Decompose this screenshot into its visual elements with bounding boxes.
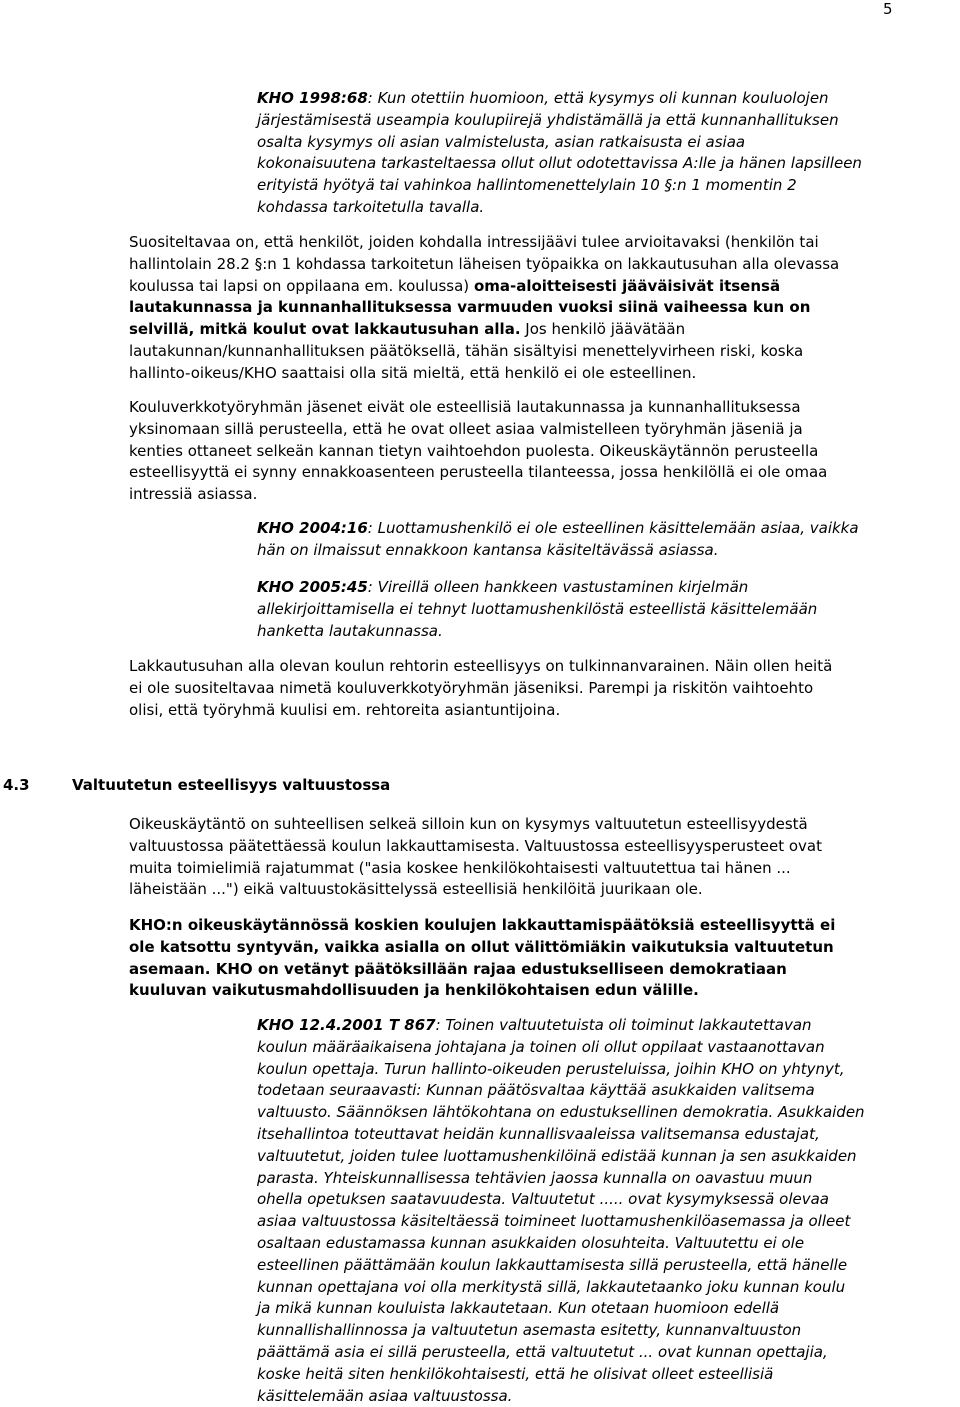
case-ref: KHO 2004:16	[257, 519, 368, 537]
paragraph-line: esteellisyyttä ei synny ennakkoasenteen perusteella tilanteessa, jossa henkilöllä ei ole omaa	[129, 463, 828, 482]
case-text-line: : Luottamushenkilö ei ole esteellinen käsittelemään asiaa, vaikka	[367, 519, 859, 537]
case-text-line: valtuutetut, joiden tulee luottamushenkilöinä edistää kunnan ja sen asukkaiden	[257, 1146, 857, 1165]
paragraph-line: hallintolain 28.2 §:n 1 kohdassa tarkoitetun läheisen työpaikka on lakkautusuhan alla olevassa	[129, 254, 840, 273]
page-number: 5	[883, 0, 893, 18]
paragraph-line: Lakkautusuhan alla olevan koulun rehtorin esteellisyys on tulkinnanvarainen. Näin ollen heitä	[129, 657, 833, 675]
case-text-line: : Vireillä olleen hankkeen vastustaminen kirjelmän	[367, 578, 749, 596]
case-text-line: erityistä hyötyä tai vahinkoa hallintomenettelylain 10 §:n 1 momentin 2	[257, 176, 797, 195]
paragraph-line: läheistään ...") eikä valtuustokäsittelyssä esteellisiä henkilöitä juurikaan ole.	[129, 880, 703, 899]
paragraph-line: Suositeltavaa on, että henkilöt, joiden kohdalla intressijäävi tulee arvioitavaksi (henkilön tai	[129, 233, 819, 251]
paragraph-line: hallinto-oikeus/KHO saattaisi olla sitä mieltä, että henkilö ei ole esteellinen.	[129, 363, 697, 382]
case-ref: KHO 12.4.2001 T 867	[257, 1016, 436, 1034]
emphasis-text: selvillä, mitkä koulut ovat lakkautusuhan alla.	[129, 320, 521, 339]
paragraph-line: asemaan. KHO on vetänyt päätöksillään rajaa edustukselliseen demokratiaan	[129, 959, 787, 978]
paragraph-line: muita toimielimiä rajatummat ("asia koskee henkilökohtaisesti valtuutettua tai hänen ...	[129, 858, 791, 877]
paragraph-line: kenties ottaneet selkeän kannan tietyn vaihtoehdon puolesta. Oikeuskäytännön perusteella	[129, 441, 819, 460]
section-number: 4.3	[3, 776, 30, 794]
case-kho-2004-16	[257, 518, 859, 562]
case-text-line: kunnan opettajana voi olla merkitystä sillä, lakkautetaanko joku kunnan koulu	[257, 1277, 846, 1296]
case-text-line: kokonaisuutena tarkasteltaessa ollut ollut odotettavissa A:lle ja hänen lapsilleen	[257, 154, 862, 173]
case-ref: KHO 1998:68	[257, 89, 368, 107]
paragraph-suositeltavaa	[129, 232, 839, 385]
case-text-line: järjestämisestä useampia koulupiirejä yhdistämällä ja että kunnanhallituksen	[257, 110, 839, 129]
paragraph-line: KHO:n oikeuskäytännössä koskien koulujen lakkauttamispäätöksiä esteellisyyttä ei	[129, 916, 836, 934]
case-text-line: osaltaan edustamassa kunnan asukkaiden olosuhteita. Valtuutettu ei ole	[257, 1233, 805, 1252]
case-kho-2005-45	[257, 577, 817, 642]
case-text-line: valtuusto. Säännöksen lähtökohtana on edustuksellinen demokratia. Asukkaiden	[257, 1103, 865, 1122]
paragraph-line: lautakunnan/kunnanhallituksen päätöksellä, tähän sisältyisi menettelyvirheen riski, koska	[129, 341, 804, 360]
case-text-line: : Kun otettiin huomioon, että kysymys oli kunnan kouluolojen	[367, 89, 829, 107]
case-text-line: parasta. Yhteiskunnallisessa tehtävien jaossa kunnalla on oavastuu muun	[257, 1168, 813, 1187]
case-text-line: allekirjoittamisella ei tehnyt luottamushenkilöstä esteellistä käsittelemään	[257, 599, 818, 618]
case-text-line: : Toinen valtuutetuista oli toiminut lakkautettavan	[435, 1016, 812, 1034]
case-text-line: ja mikä kunnan kouluista lakkautetaan. Kun otetaan huomioon edellä	[257, 1299, 780, 1318]
paragraph-line: valtuustossa päätettäessä koulun lakkauttamisesta. Valtuustossa esteellisyysperusteet ovat	[129, 836, 822, 855]
paragraph-line: olisi, että työryhmä kuulisi em. rehtoreita asiantuntijoina.	[129, 700, 561, 719]
paragraph-line: kuuluvan vaikutusmahdollisuuden ja henkilökohtaisen edun välille.	[129, 981, 699, 1000]
case-text-line: ohella opetuksen saatavuudesta. Valtuutetut ..... ovat kysymyksessä olevaa	[257, 1190, 829, 1209]
paragraph-line: koulussa tai lapsi on oppilaana em. koulussa)	[129, 276, 474, 295]
paragraph-line: Oikeuskäytäntö on suhteellisen selkeä silloin kun on kysymys valtuutetun esteellisyydestä	[129, 815, 808, 833]
paragraph-lakkautus	[129, 656, 832, 721]
paragraph-bold-summary	[129, 915, 835, 1002]
case-text-line: esteellinen päättämään koulun lakkauttamisesta sillä perusteella, että hänelle	[257, 1255, 848, 1274]
case-ref: KHO 2005:45	[257, 578, 368, 596]
case-text-line: koulun opettaja. Turun hallinto-oikeuden perusteluissa, joihin KHO on yhtynyt,	[257, 1059, 845, 1078]
case-kho-1998-68	[257, 88, 862, 219]
case-text-line: asiaa valtuustossa käsiteltäessä toimineet luottamushenkilöasemassa ja olleet	[257, 1212, 851, 1231]
emphasis-text: oma-aloitteisesti jääväisivät itsensä	[473, 276, 781, 295]
case-text-line: osalta kysymys oli asian valmistelusta, asian ratkaisusta ei asiaa	[257, 132, 746, 151]
case-text-line: kohdassa tarkoitetulla tavalla.	[257, 197, 485, 216]
case-text-line: käsittelemään asiaa valtuustossa.	[257, 1386, 513, 1405]
case-text-line: itsehallintoa toteuttavat heidän kunnallisvaaleissa valitsemansa edustajat,	[257, 1124, 820, 1143]
case-text-line: hän on ilmaissut ennakkoon kantansa käsiteltävässä asiassa.	[257, 540, 719, 559]
case-text-line: koulun määräaikaisena johtajana ja toinen oli ollut oppilaat vastaanottavan	[257, 1037, 825, 1056]
case-text-line: päättämä asia ei sillä perusteella, että valtuutetut ... ovat kunnan opettajia,	[257, 1342, 828, 1361]
case-kho-2001-t867	[257, 1015, 865, 1407]
paragraph-line: ei ole suositeltavaa nimetä kouluverkkotyöryhmän jäseniksi. Parempi ja riskitön vaihtoehto	[129, 678, 814, 697]
paragraph-line: Jos henkilö jäävätään	[520, 320, 686, 339]
case-text-line: koske heitä siten henkilökohtaisesti, että he olisivat olleet esteellisiä	[257, 1364, 774, 1383]
section-title: Valtuutetun esteellisyys valtuustossa	[72, 776, 391, 794]
paragraph-line: Kouluverkkotyöryhmän jäsenet eivät ole esteellisiä lautakunnassa ja kunnanhallituksessa	[129, 398, 801, 416]
case-text-line: todetaan seuraavasti: Kunnan päätösvaltaa käyttää asukkaiden valitsema	[257, 1081, 815, 1100]
paragraph-kouluverkko	[129, 397, 827, 506]
paragraph-line: intressiä asiassa.	[129, 485, 258, 504]
case-text-line: hanketta lautakunnassa.	[257, 621, 443, 640]
paragraph-line: yksinomaan sillä perusteella, että he ovat olleet asiaa valmistelleen työryhmän jäseniä ja	[129, 419, 803, 438]
paragraph-oikeuskaytanto	[129, 814, 822, 901]
emphasis-text: lautakunnassa ja kunnanhallituksessa varmuuden vuoksi siinä vaiheessa kun on	[129, 298, 811, 317]
paragraph-line: ole katsottu syntyvän, vaikka asialla on ollut välittömiäkin vaikutuksia valtuutetun	[129, 937, 834, 956]
case-text-line: kunnallishallinnossa ja valtuutetun asemasta esitetty, kunnanvaltuuston	[257, 1321, 802, 1340]
